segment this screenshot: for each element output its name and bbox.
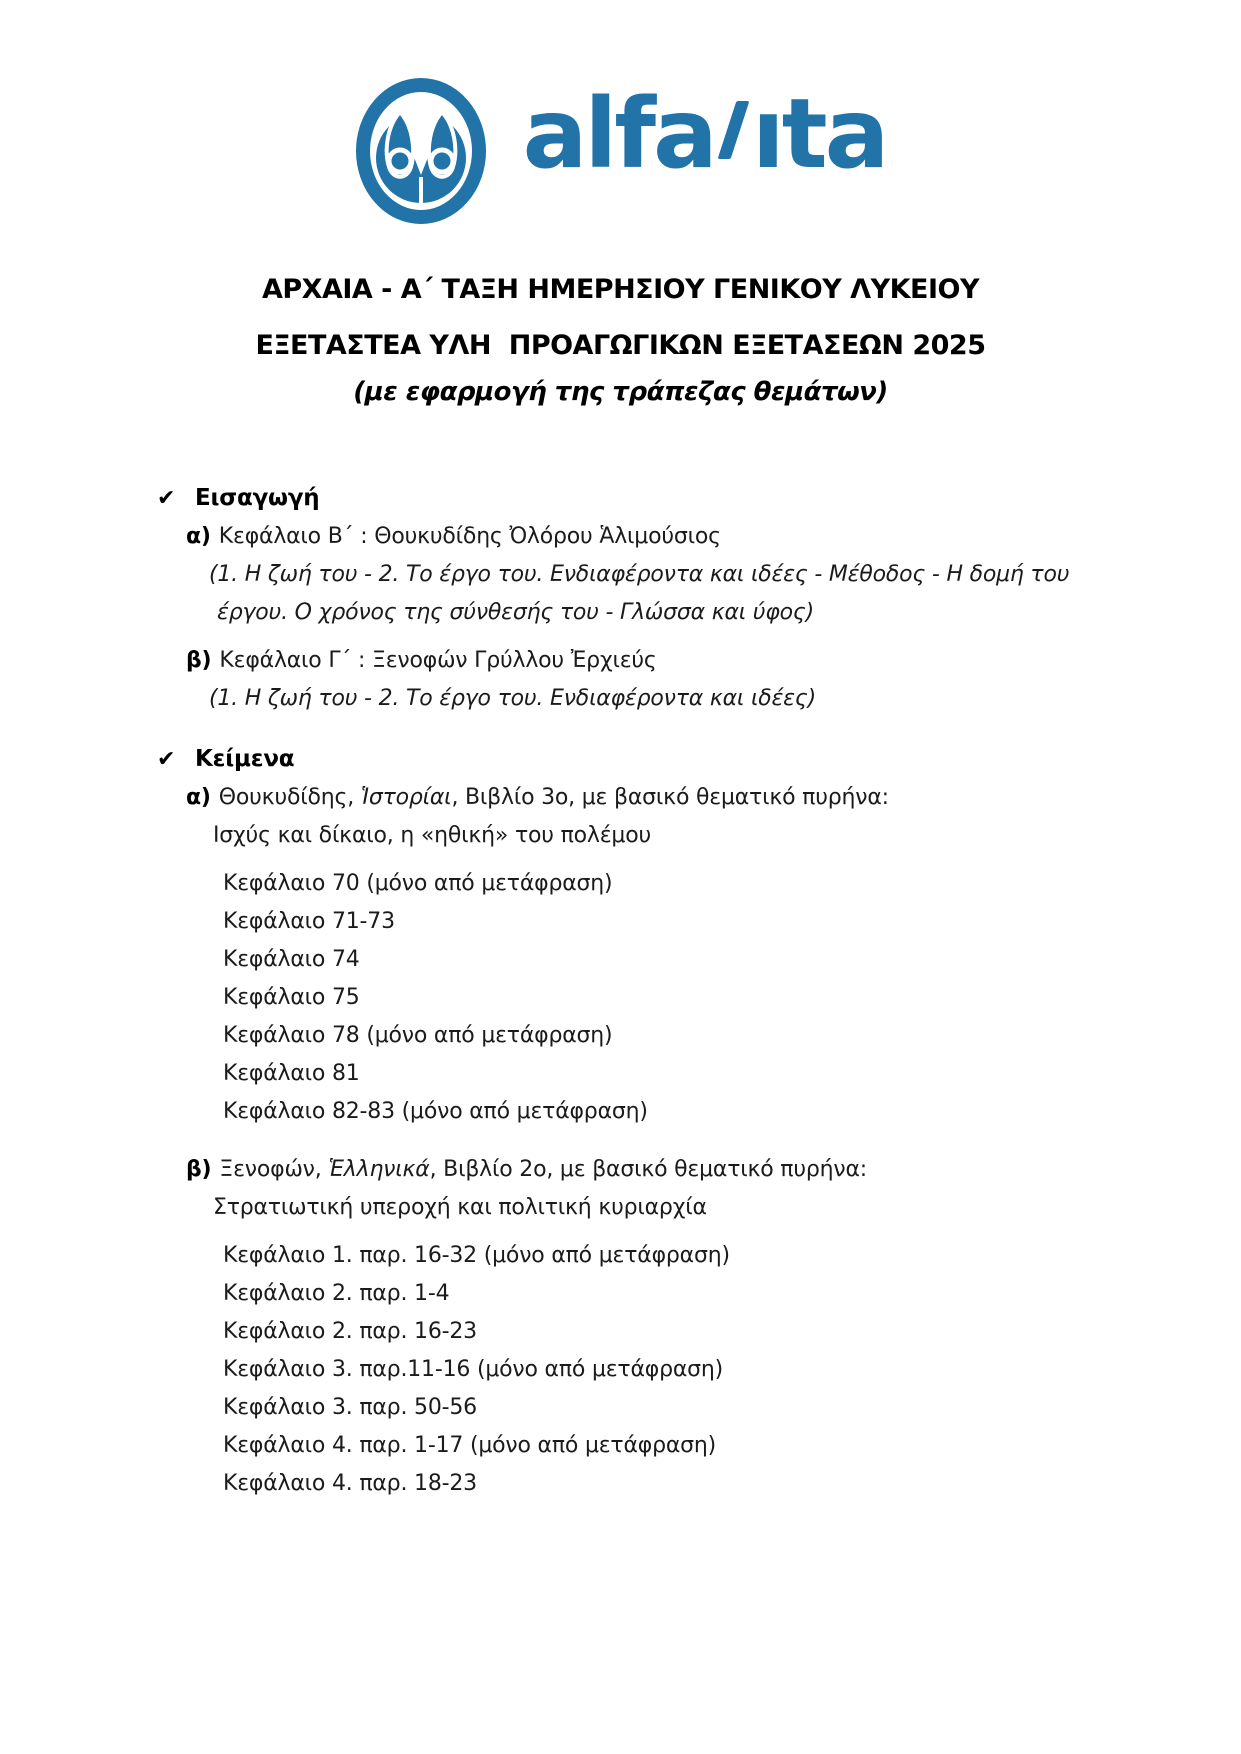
chapter-line: Κεφάλαιο 2. παρ. 1-4: [223, 1280, 450, 1306]
checkmark-icon: ✔: [157, 746, 176, 772]
section-heading-keimena: [157, 740, 1161, 779]
item-note-line: (1. Η ζωή του - 2. Το έργο του. Ενδιαφέροντα και ιδέες - Μέθοδος - Η δομή του: [209, 561, 1070, 587]
item-text-italic: Ἑλληνικά: [328, 1156, 430, 1182]
item-theme-line: Στρατιωτική υπεροχή και πολιτική κυριαρχία: [213, 1194, 707, 1220]
item-label: α): [186, 523, 211, 549]
item-label: α): [186, 784, 211, 810]
item-text-italic: Ἱστορίαι: [360, 784, 452, 810]
logo: [0, 0, 1241, 224]
item-text: Κεφάλαιο Γ΄ : Ξενοφών Γρύλλου Ἐρχιεύς: [219, 647, 657, 673]
item-text: Θουκυδίδης,: [218, 784, 361, 810]
logo-slash-glyph: [717, 101, 749, 159]
document-body: [157, 479, 1161, 1503]
section-heading-label: Κείμενα: [195, 745, 295, 772]
logo-wordmark-right: ıta: [751, 78, 887, 190]
owl-logo-icon: [355, 78, 487, 224]
section-heading-label: Εισαγωγή: [195, 484, 320, 511]
chapter-line: Κεφάλαιο 71-73: [223, 908, 395, 934]
item-text: Ξενοφών,: [219, 1156, 329, 1182]
chapter-line: Κεφάλαιο 82-83 (μόνο από μετάφραση): [223, 1098, 648, 1124]
item-label: β): [186, 647, 212, 673]
item-text: Κεφάλαιο Β΄ : Θουκυδίδης Ὀλόρου Ἁλιμούσιος: [218, 523, 721, 549]
page-title-line-2: ΕΞΕΤΑΣΤΕΑ ΥΛΗ ΠΡΟΑΓΩΓΙΚΩΝ ΕΞΕΤΑΣΕΩΝ 2025: [255, 330, 986, 362]
list-item: [186, 642, 1161, 680]
list-item: [186, 1151, 1161, 1189]
page-title-line-1: ΑΡΧΑΙΑ - Α΄ ΤΑΞΗ ΗΜΕΡΗΣΙΟΥ ΓΕΝΙΚΟΥ ΛΥΚΕΙΟΥ: [261, 274, 980, 305]
chapter-list: [157, 865, 1161, 1131]
chapter-line: Κεφάλαιο 74: [223, 946, 360, 972]
chapter-line: Κεφάλαιο 4. παρ. 18-23: [223, 1470, 477, 1496]
logo-wordmark: [522, 78, 887, 190]
checkmark-icon: ✔: [157, 485, 176, 511]
chapter-line: Κεφάλαιο 1. παρ. 16-32 (μόνο από μετάφραση): [223, 1242, 730, 1268]
chapter-line: Κεφάλαιο 70 (μόνο από μετάφραση): [223, 870, 613, 896]
chapter-line: Κεφάλαιο 2. παρ. 16-23: [223, 1318, 477, 1344]
item-text: , Βιβλίο 2ο, με βασικό θεματικό πυρήνα:: [429, 1156, 867, 1182]
item-label: β): [186, 1156, 212, 1182]
item-note-line: έργου. Ο χρόνος της σύνθεσής του - Γλώσσα και ύφος): [217, 599, 815, 625]
list-item: [186, 779, 1161, 817]
chapter-line: Κεφάλαιο 75: [223, 984, 360, 1010]
chapter-line: Κεφάλαιο 4. παρ. 1-17 (μόνο από μετάφραση): [223, 1432, 717, 1458]
item-note-line: (1. Η ζωή του - 2. Το έργο του. Ενδιαφέροντα και ιδέες): [209, 685, 816, 711]
chapter-line: Κεφάλαιο 3. παρ. 50-56: [223, 1394, 477, 1420]
section-heading-eisagogi: [157, 479, 1161, 518]
chapter-line: Κεφάλαιο 81: [223, 1060, 360, 1086]
logo-wordmark-left: alfa: [522, 78, 715, 190]
list-item: [186, 518, 1161, 556]
item-text: , Βιβλίο 3ο, με βασικό θεματικό πυρήνα:: [451, 784, 889, 810]
chapter-line: Κεφάλαιο 78 (μόνο από μετάφραση): [223, 1022, 613, 1048]
chapter-list: [157, 1237, 1161, 1503]
page-subtitle: (με εφαρμογή της τράπεζας θεμάτων): [353, 376, 888, 407]
chapter-line: Κεφάλαιο 3. παρ.11-16 (μόνο από μετάφραση): [223, 1356, 724, 1382]
item-theme-line: Ισχύς και δίκαιο, η «ηθική» του πολέμου: [213, 822, 651, 848]
